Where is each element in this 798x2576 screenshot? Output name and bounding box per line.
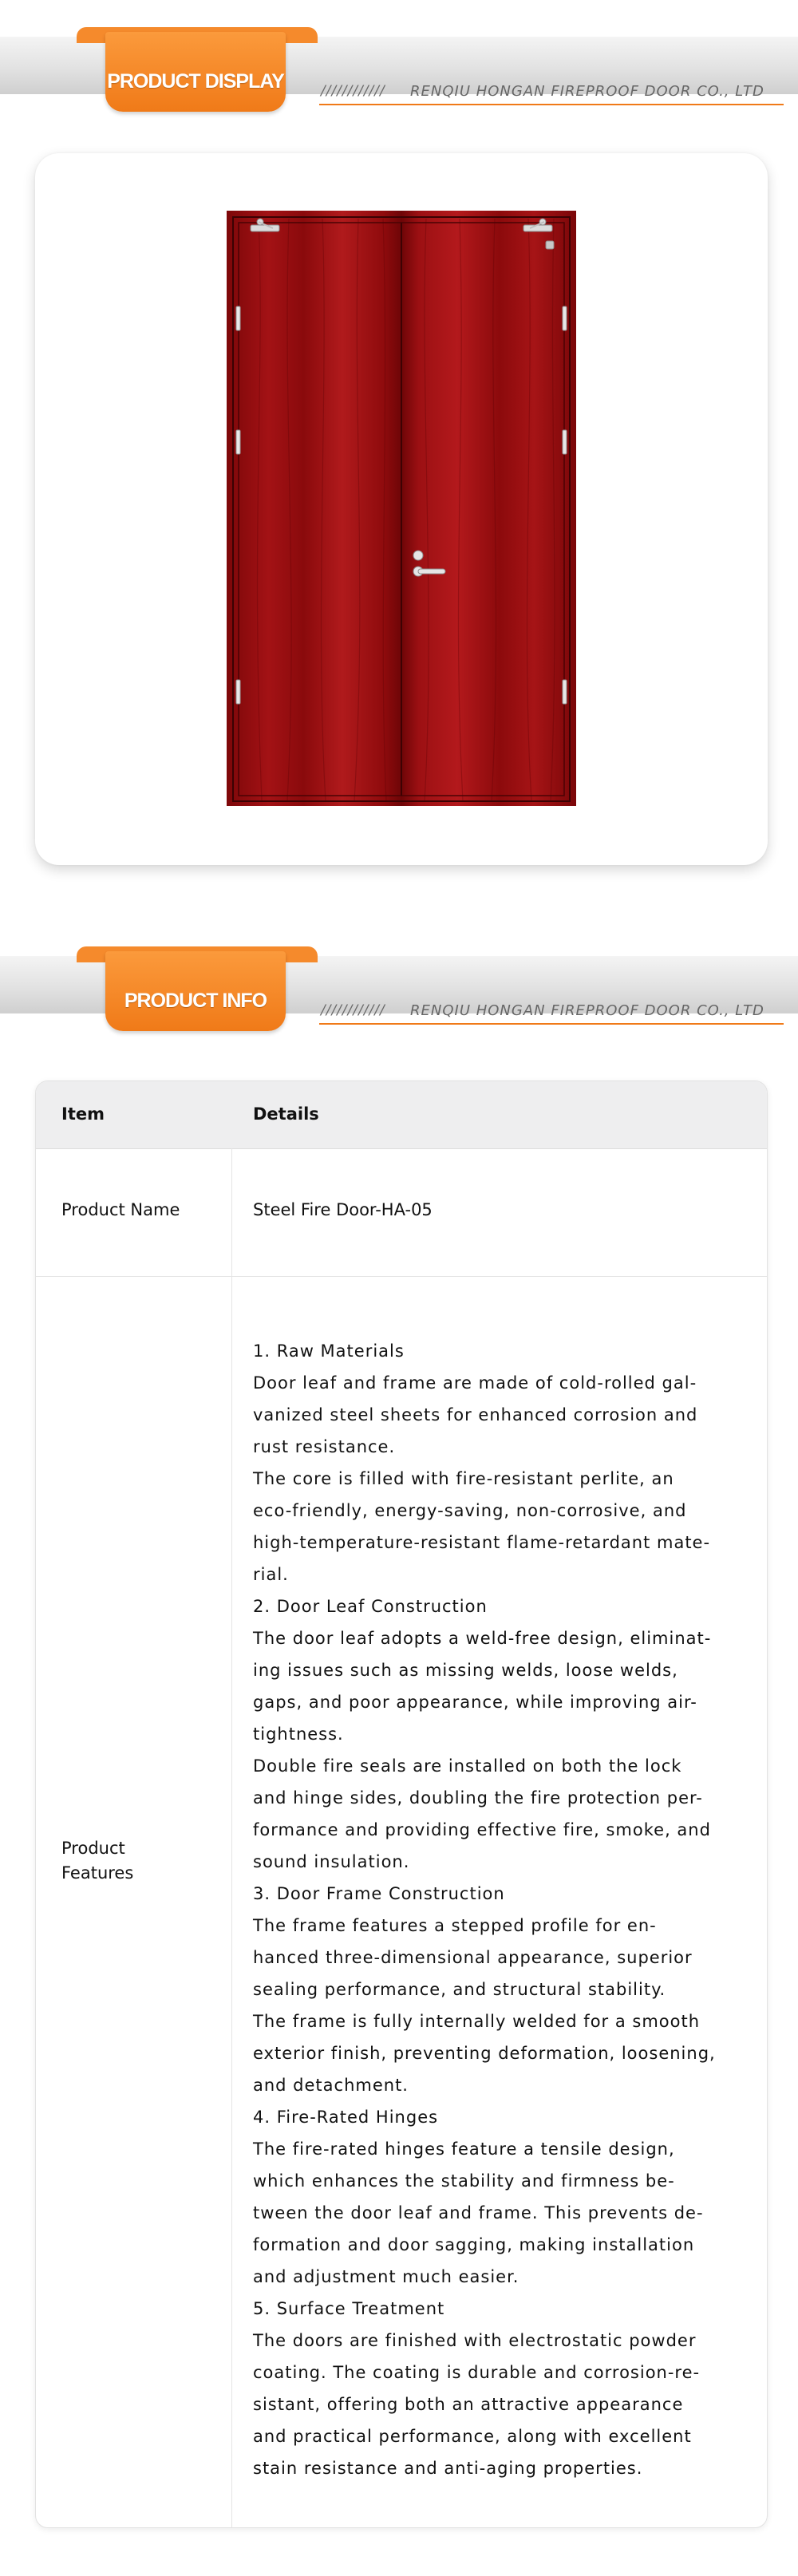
- feature-line: vanized steel sheets for enhanced corrosion and: [253, 1405, 698, 1424]
- feature-line: tightness.: [253, 1725, 344, 1744]
- feature-line: 4. Fire-Rated Hinges: [253, 2108, 439, 2127]
- banner-title: PRODUCT DISPLAY: [107, 70, 284, 93]
- banner-underline: [319, 1023, 784, 1025]
- feature-line: The frame is fully internally welded for a smooth: [253, 2012, 701, 2031]
- table-header: [36, 1081, 767, 1149]
- feature-line: 1. Raw Materials: [253, 1341, 405, 1361]
- feature-line: hanced three-dimensional appearance, superior: [253, 1948, 693, 1967]
- product-display-banner: [0, 27, 798, 120]
- feature-line: The door leaf adopts a weld-free design, eliminat-: [253, 1629, 712, 1648]
- feature-line: tween the door leaf and frame. This prevents de-: [253, 2203, 704, 2222]
- row-label-product-features: [61, 1836, 133, 1886]
- feature-line: 5. Surface Treatment: [253, 2299, 445, 2318]
- banner-company-name: RENQIU HONGAN FIREPROOF DOOR CO., LTD: [410, 83, 764, 100]
- feature-line: stain resistance and anti-aging properties.: [253, 2459, 643, 2478]
- feature-line: Double fire seals are installed on both the lock: [253, 1756, 682, 1776]
- feature-line: and hinge sides, doubling the fire protection per-: [253, 1788, 703, 1808]
- column-divider: [231, 1148, 232, 2527]
- feature-line: formation and door sagging, making installation: [253, 2235, 695, 2254]
- header-item: Item: [61, 1104, 105, 1124]
- feature-line: rust resistance.: [253, 1437, 396, 1456]
- row-divider: [36, 1276, 767, 1277]
- row-label-product-name: Product Name: [61, 1200, 180, 1219]
- feature-line: and adjustment much easier.: [253, 2267, 519, 2286]
- banner-title: PRODUCT INFO: [124, 990, 267, 1012]
- feature-line: and detachment.: [253, 2076, 409, 2095]
- feature-line: sealing performance, and structural stability.: [253, 1980, 666, 1999]
- feature-line: and practical performance, along with excellent: [253, 2427, 692, 2446]
- feature-line: The frame features a stepped profile for en-: [253, 1916, 657, 1935]
- product-info-table: [35, 1081, 768, 2528]
- door-illustration: [227, 211, 576, 806]
- feature-line: ing issues such as missing welds, loose welds,: [253, 1661, 678, 1680]
- feature-line: eco-friendly, energy-saving, non-corrosive, and: [253, 1501, 687, 1520]
- feature-line: Door leaf and frame are made of cold-rolled gal-: [253, 1373, 697, 1393]
- feature-line: exterior finish, preventing deformation, loosening,: [253, 2044, 716, 2063]
- banner-slashes: ////////////: [321, 83, 385, 99]
- feature-line: gaps, and poor appearance, while improving air-: [253, 1693, 697, 1712]
- feature-line: rial.: [253, 1565, 289, 1584]
- feature-line: The doors are finished with electrostatic powder: [253, 2331, 697, 2350]
- product-name-value: Steel Fire Door-HA-05: [253, 1200, 433, 1219]
- banner-company-name: RENQIU HONGAN FIREPROOF DOOR CO., LTD: [410, 1002, 764, 1019]
- feature-line: sistant, offering both an attractive appearance: [253, 2395, 684, 2414]
- feature-line: sound insulation.: [253, 1852, 410, 1871]
- feature-line: formance and providing effective fire, smoke, and: [253, 1820, 711, 1839]
- header-details: Details: [253, 1104, 319, 1124]
- feature-line: The fire-rated hinges feature a tensile design,: [253, 2139, 675, 2159]
- label-line: Product: [61, 1839, 125, 1858]
- feature-line: 2. Door Leaf Construction: [253, 1597, 488, 1616]
- feature-line: high-temperature-resistant flame-retardant mate-: [253, 1533, 711, 1552]
- door-image: [227, 211, 576, 806]
- feature-line: The core is filled with fire-resistant perlite, an: [253, 1469, 674, 1488]
- banner-underline: [319, 104, 784, 105]
- banner-slashes: ////////////: [321, 1002, 385, 1018]
- feature-line: 3. Door Frame Construction: [253, 1884, 505, 1903]
- feature-line: coating. The coating is durable and corrosion-re-: [253, 2363, 701, 2382]
- product-features-text: [253, 1335, 748, 2484]
- label-line: Features: [61, 1863, 134, 1883]
- product-info-banner: [0, 946, 798, 1039]
- feature-line: which enhances the stability and firmness be-: [253, 2171, 675, 2191]
